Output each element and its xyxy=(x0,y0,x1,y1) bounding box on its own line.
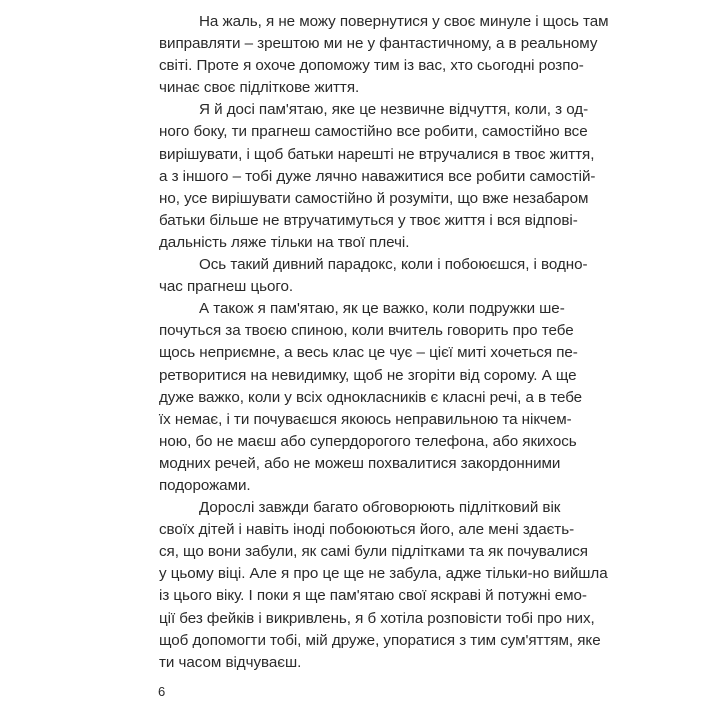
text-line: На жаль, я не можу повернутися у своє минуле і щось там xyxy=(199,13,609,30)
text-line: А також я пам'ятаю, як це важко, коли подружки ше- xyxy=(199,300,565,318)
page-number: 6 xyxy=(158,684,166,699)
text-line: світі. Проте я охоче допоможу тим із вас, хто сьогодні розпо- xyxy=(159,57,584,75)
paragraph xyxy=(159,298,583,497)
text-line: вирішувати, і щоб батьки нарешті не втручалися в твоє життя, xyxy=(159,145,595,163)
text-line: щоб допомогти тобі, мій друже, упоратися з тим сум'яттям, яке xyxy=(159,631,601,649)
text-line: їх немає, і ти почуваєшся якоюсь неправильною та нікчем- xyxy=(159,410,572,428)
text-line: модних речей, або не можеш похвалитися закордонними xyxy=(159,454,561,472)
text-line: почуться за твоєю спиною, коли вчитель говорить про тебе xyxy=(159,322,574,340)
text-line: у цьому віці. Але я про це ще не забула, адже тільки-но вийшла xyxy=(159,565,608,583)
text-line: ся, що вони забули, як самі були підлітками та як почувалися xyxy=(159,543,588,561)
text-line: ти часом відчуваєш. xyxy=(159,653,302,671)
text-line: ного боку, ти прагнеш самостійно все робити, самостійно все xyxy=(159,123,588,141)
text-line: щось неприємне, а весь клас це чує – цієї миті хочеться пе- xyxy=(159,344,578,362)
text-line: подорожами. xyxy=(159,476,251,494)
text-line: із цього віку. І поки я ще пам'ятаю свої яскраві й потужні емо- xyxy=(159,587,587,605)
text-line: Я й досі пам'ятаю, яке це незвичне відчуття, коли, з од- xyxy=(199,101,589,119)
paragraph xyxy=(159,254,588,298)
text-line: дуже важко, коли у всіх однокласників є класні речі, а в тебе xyxy=(159,388,583,406)
text-line: батьки більше не втручатимуться у твоє життя і вся відпові- xyxy=(159,211,578,229)
text-line: ретворитися на невидимку, щоб не згоріти від сорому. А ще xyxy=(159,366,577,384)
paragraph xyxy=(159,99,596,254)
text-line: час прагнеш цього. xyxy=(159,278,294,296)
text-line: а з іншого – тобі дуже лячно наважитися все робити самостій- xyxy=(159,167,596,185)
paragraph xyxy=(159,497,608,674)
text-line: но, усе вирішувати самостійно й розуміти, що вже незабаром xyxy=(159,189,589,207)
text-line: дальність ляже тільки на твої плечі. xyxy=(159,233,410,251)
text-line: виправляти – зрештою ми не у фантастичному, а в реальному xyxy=(159,35,598,53)
text-line: ції без фейків і викривлень, я б хотіла розповісти тобі про них, xyxy=(159,609,595,627)
paragraph xyxy=(159,11,609,99)
text-line: Ось такий дивний парадокс, коли і побоюєшся, і водно- xyxy=(199,256,588,274)
body-text xyxy=(159,11,609,674)
text-line: ною, бо не маєш або супердорогого телефона, або якихось xyxy=(159,432,577,450)
text-line: своїх дітей і навіть іноді побоюються його, але мені здаєть- xyxy=(159,521,575,539)
text-line: чинає своє підліткове життя. xyxy=(159,79,360,97)
text-line: Дорослі завжди багато обговорюють підлітковий вік xyxy=(199,499,561,517)
